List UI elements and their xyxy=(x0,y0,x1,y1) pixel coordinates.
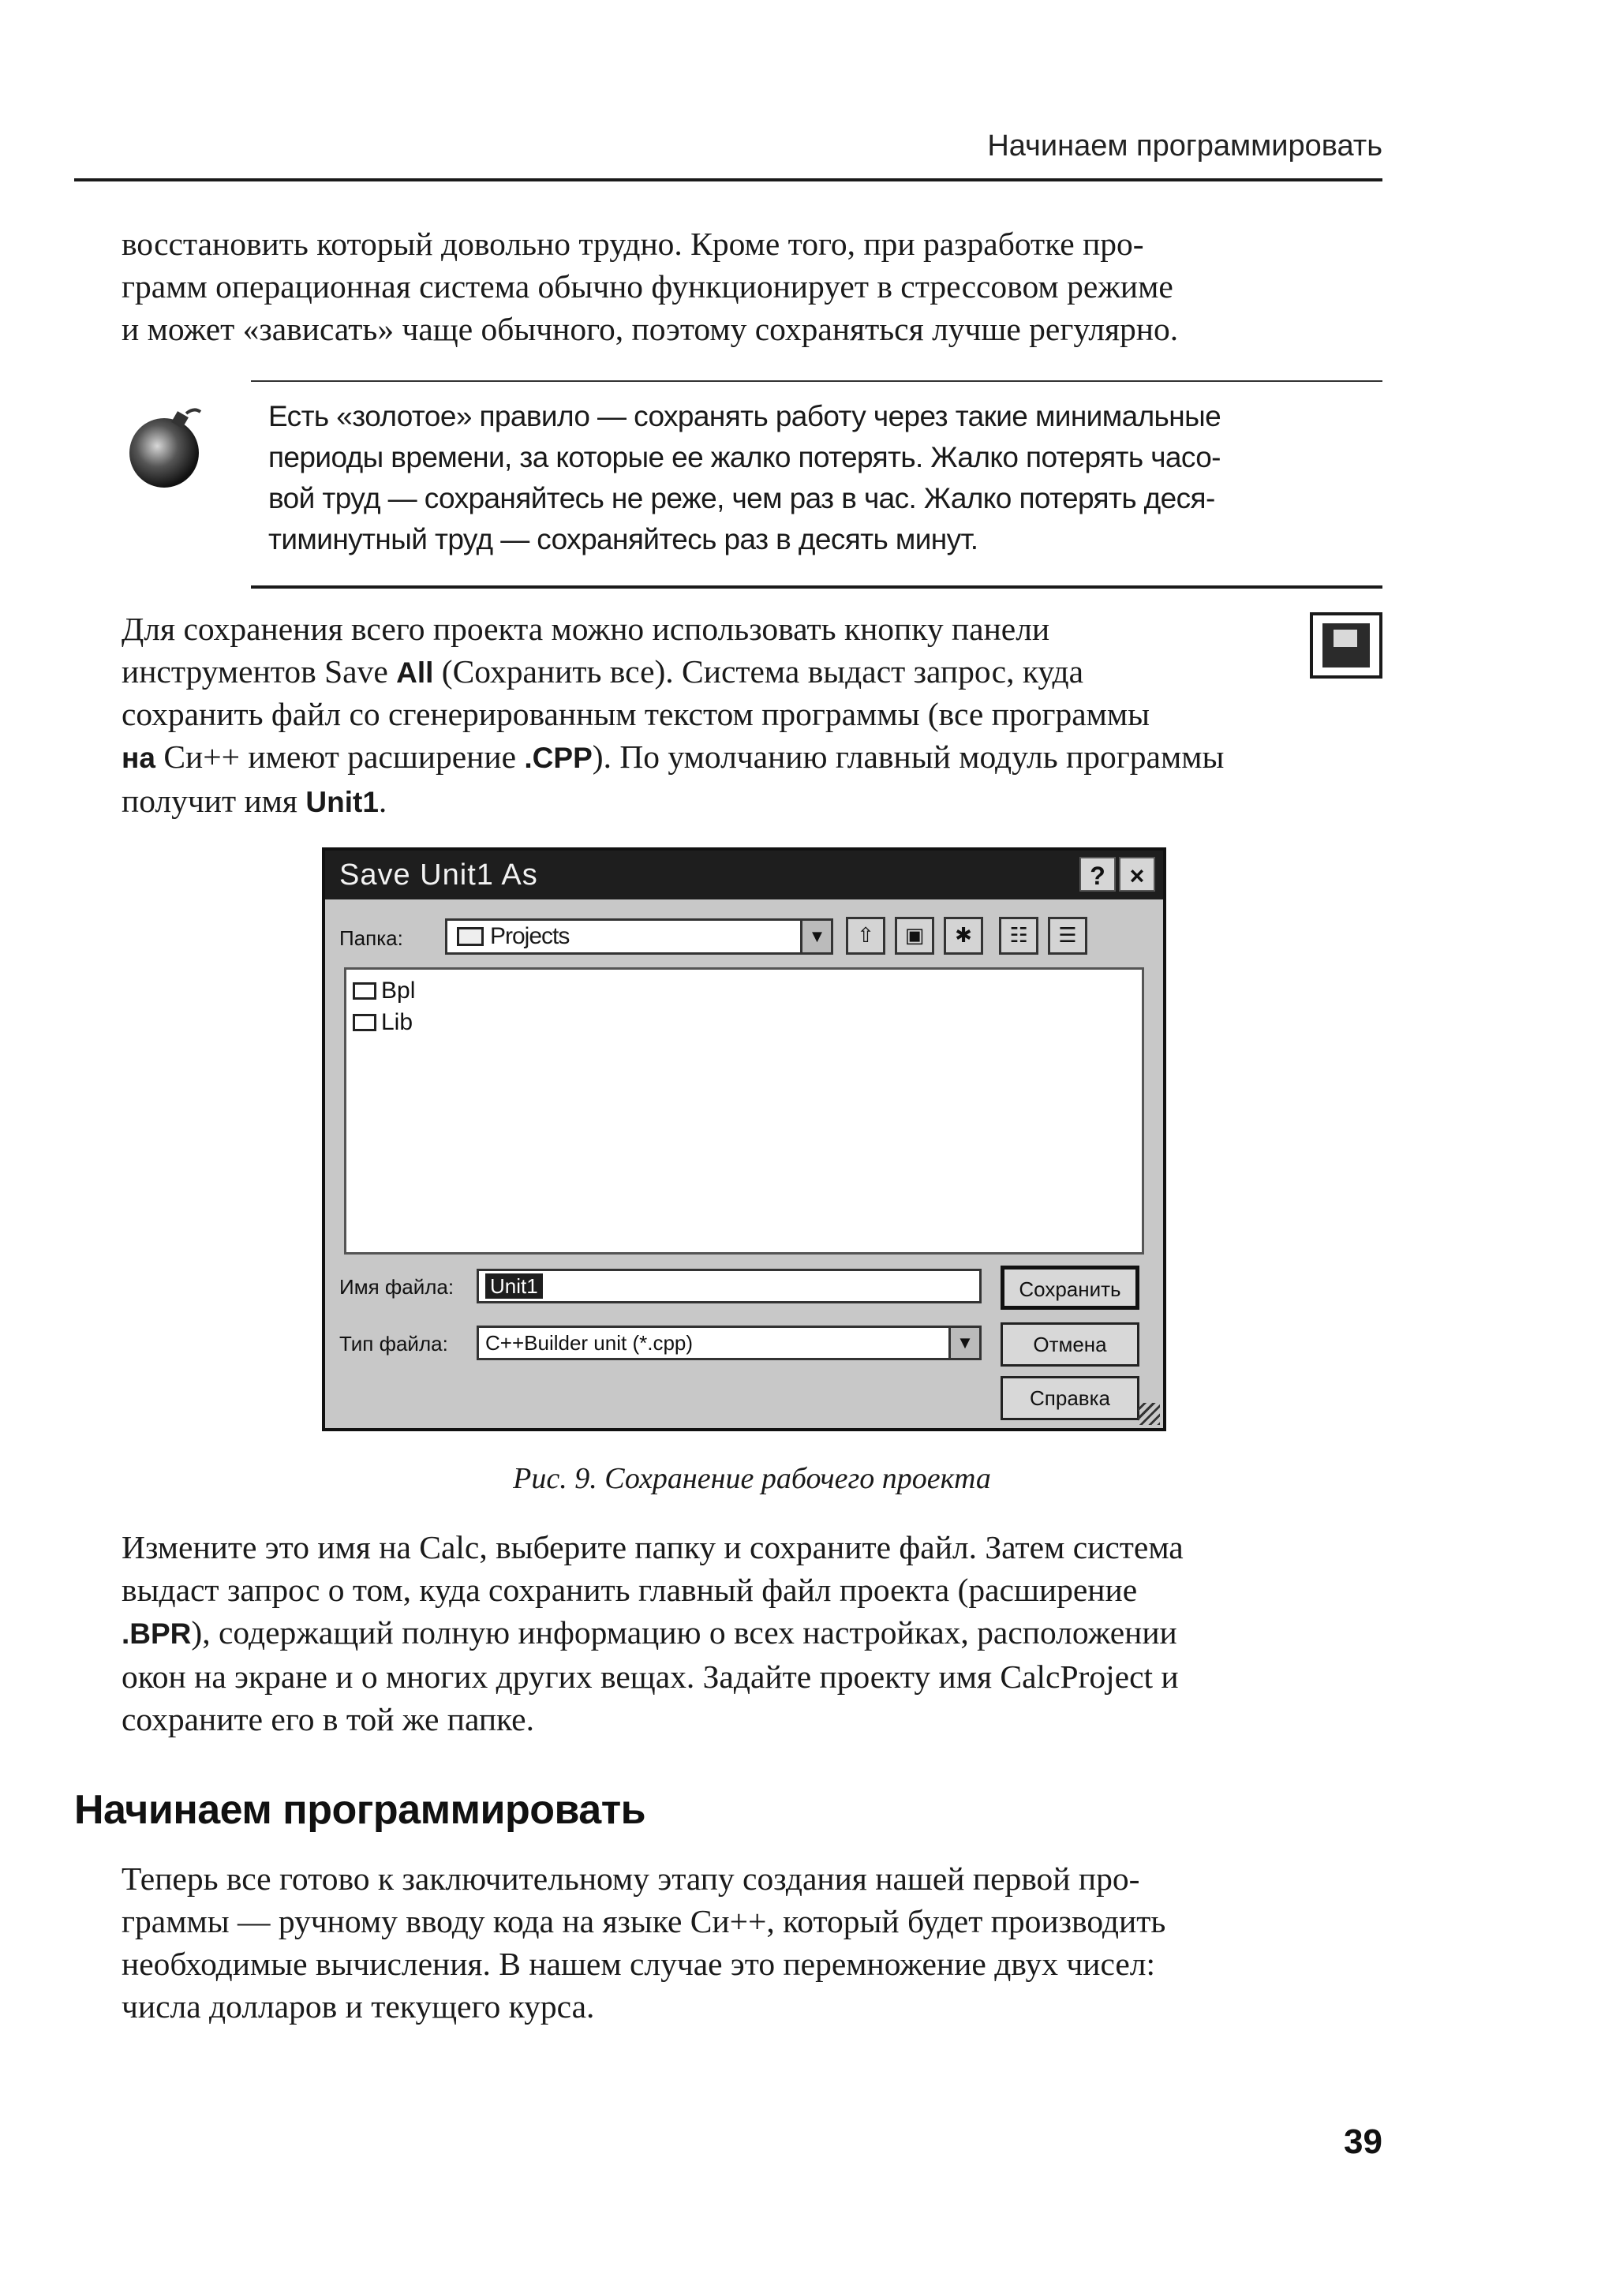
save-dialog xyxy=(322,847,1166,1431)
code-term-bpr: .BPR xyxy=(122,1617,192,1650)
new-folder-button[interactable]: ✱ xyxy=(944,917,983,955)
dialog-help-button[interactable]: Справка xyxy=(1001,1376,1139,1420)
text-line: окон на экране и о многих других вещах. Задайте проекту имя CalcProject и xyxy=(122,1658,1179,1695)
text-line xyxy=(122,780,1382,824)
section-paragraph xyxy=(122,1857,1382,2028)
code-term-na: на xyxy=(122,742,155,774)
text-line: Теперь все готово к заключительному этапу создания нашей первой про- xyxy=(122,1860,1140,1897)
save-paragraph-cont xyxy=(122,693,1382,824)
note-line: периоды времени, за которые ее жалко потерять. Жалко потерять часо- xyxy=(268,441,1221,473)
code-term-all: All xyxy=(396,656,434,689)
help-button[interactable]: ? xyxy=(1079,857,1116,892)
text-segment: ), содержащий полную информацию о всех настройках, расположении xyxy=(191,1614,1177,1651)
chevron-down-icon[interactable]: ▼ xyxy=(948,1328,979,1358)
desktop-button[interactable]: ▣ xyxy=(895,917,934,955)
folder-label: Папка: xyxy=(339,926,403,950)
save-all-icon xyxy=(1310,612,1382,679)
note-rule-bottom xyxy=(251,585,1382,589)
text-segment: (Сохранить все). Система выдаст запрос, куда xyxy=(433,653,1084,690)
resize-grip[interactable] xyxy=(1138,1403,1160,1425)
code-term-unit1: Unit1 xyxy=(305,786,379,818)
folder-combo[interactable] xyxy=(445,918,833,955)
note-block xyxy=(268,396,1382,560)
filetype-select[interactable] xyxy=(477,1326,982,1360)
text-line: восстановить который довольно трудно. Кроме того, при разработке про- xyxy=(122,226,1144,262)
text-line xyxy=(122,735,1382,780)
folder-icon xyxy=(353,982,376,1000)
filetype-label: Тип файла: xyxy=(339,1332,448,1356)
text-line: Для сохранения всего проекта можно использовать кнопку панели xyxy=(122,611,1050,647)
page-number: 39 xyxy=(1344,2122,1382,2161)
note-rule-top xyxy=(251,380,1382,382)
filetype-value: C++Builder unit (*.cpp) xyxy=(485,1331,694,1355)
folder-icon xyxy=(353,1014,376,1031)
close-button[interactable]: × xyxy=(1119,857,1155,892)
text-line xyxy=(122,650,1289,694)
header-rule xyxy=(74,178,1382,181)
save-paragraph xyxy=(122,608,1289,694)
chevron-down-icon[interactable]: ▼ xyxy=(800,921,831,952)
text-line: Измените это имя на Calc, выберите папку и сохраните файл. Затем система xyxy=(122,1529,1184,1565)
note-line: тиминутный труд — сохраняйтесь раз в десять минут. xyxy=(268,523,978,555)
figure-caption: Рис. 9. Сохранение рабочего проекта xyxy=(513,1462,991,1495)
running-header: Начинаем программировать xyxy=(987,129,1382,163)
list-item[interactable]: Lib xyxy=(353,1009,413,1036)
text-line: сохранить файл со сгенерированным текстом программы (все программы xyxy=(122,696,1150,732)
rename-paragraph xyxy=(122,1526,1382,1741)
text-line: сохраните его в той же папке. xyxy=(122,1701,534,1737)
text-line: числа долларов и текущего курса. xyxy=(122,1988,595,2025)
text-segment: Си++ имеют расширение xyxy=(155,739,525,775)
folder-icon xyxy=(457,927,484,946)
list-item[interactable]: Bpl xyxy=(353,978,415,1004)
text-line: граммы — ручному вводу кода на языке Си++, который будет производить xyxy=(122,1903,1166,1939)
note-line: Есть «золотое» правило — сохранять работу через такие минимальные xyxy=(268,400,1221,432)
text-segment: ). По умолчанию главный модуль программы xyxy=(592,739,1225,775)
text-line: выдаст запрос о том, куда сохранить главный файл проекта (расширение xyxy=(122,1572,1138,1608)
filename-value: Unit1 xyxy=(485,1273,543,1299)
filename-field[interactable] xyxy=(477,1269,982,1303)
up-folder-button[interactable]: ⇧ xyxy=(846,917,885,955)
note-line: вой труд — сохраняйтесь не реже, чем раз в час. Жалко потерять деся- xyxy=(268,482,1215,514)
text-line: необходимые вычисления. В нашем случае это перемножение двух чисел: xyxy=(122,1946,1156,1982)
text-line: грамм операционная система обычно функционирует в стрессовом режиме xyxy=(122,268,1173,305)
text-segment: инструментов Save xyxy=(122,653,397,690)
text-segment: . xyxy=(378,783,387,819)
dialog-titlebar xyxy=(325,851,1163,899)
text-line xyxy=(122,1611,1382,1655)
text-segment: получит имя xyxy=(122,783,306,819)
details-view-button[interactable]: ☰ xyxy=(1048,917,1087,955)
bomb-icon xyxy=(118,402,213,497)
folder-value: Projects xyxy=(490,923,570,949)
cancel-button[interactable]: Отмена xyxy=(1001,1322,1139,1367)
text-line: и может «зависать» чаще обычного, поэтому сохраняться лучше регулярно. xyxy=(122,311,1179,347)
code-term-cpp: .CPP xyxy=(524,742,593,774)
dialog-title: Save Unit1 As xyxy=(339,858,538,892)
file-list[interactable] xyxy=(344,967,1144,1255)
intro-paragraph xyxy=(122,222,1382,350)
list-view-button[interactable]: ☷ xyxy=(999,917,1038,955)
save-button[interactable]: Сохранить xyxy=(1001,1266,1139,1310)
section-heading: Начинаем программировать xyxy=(74,1787,646,1833)
filename-label: Имя файла: xyxy=(339,1275,454,1299)
